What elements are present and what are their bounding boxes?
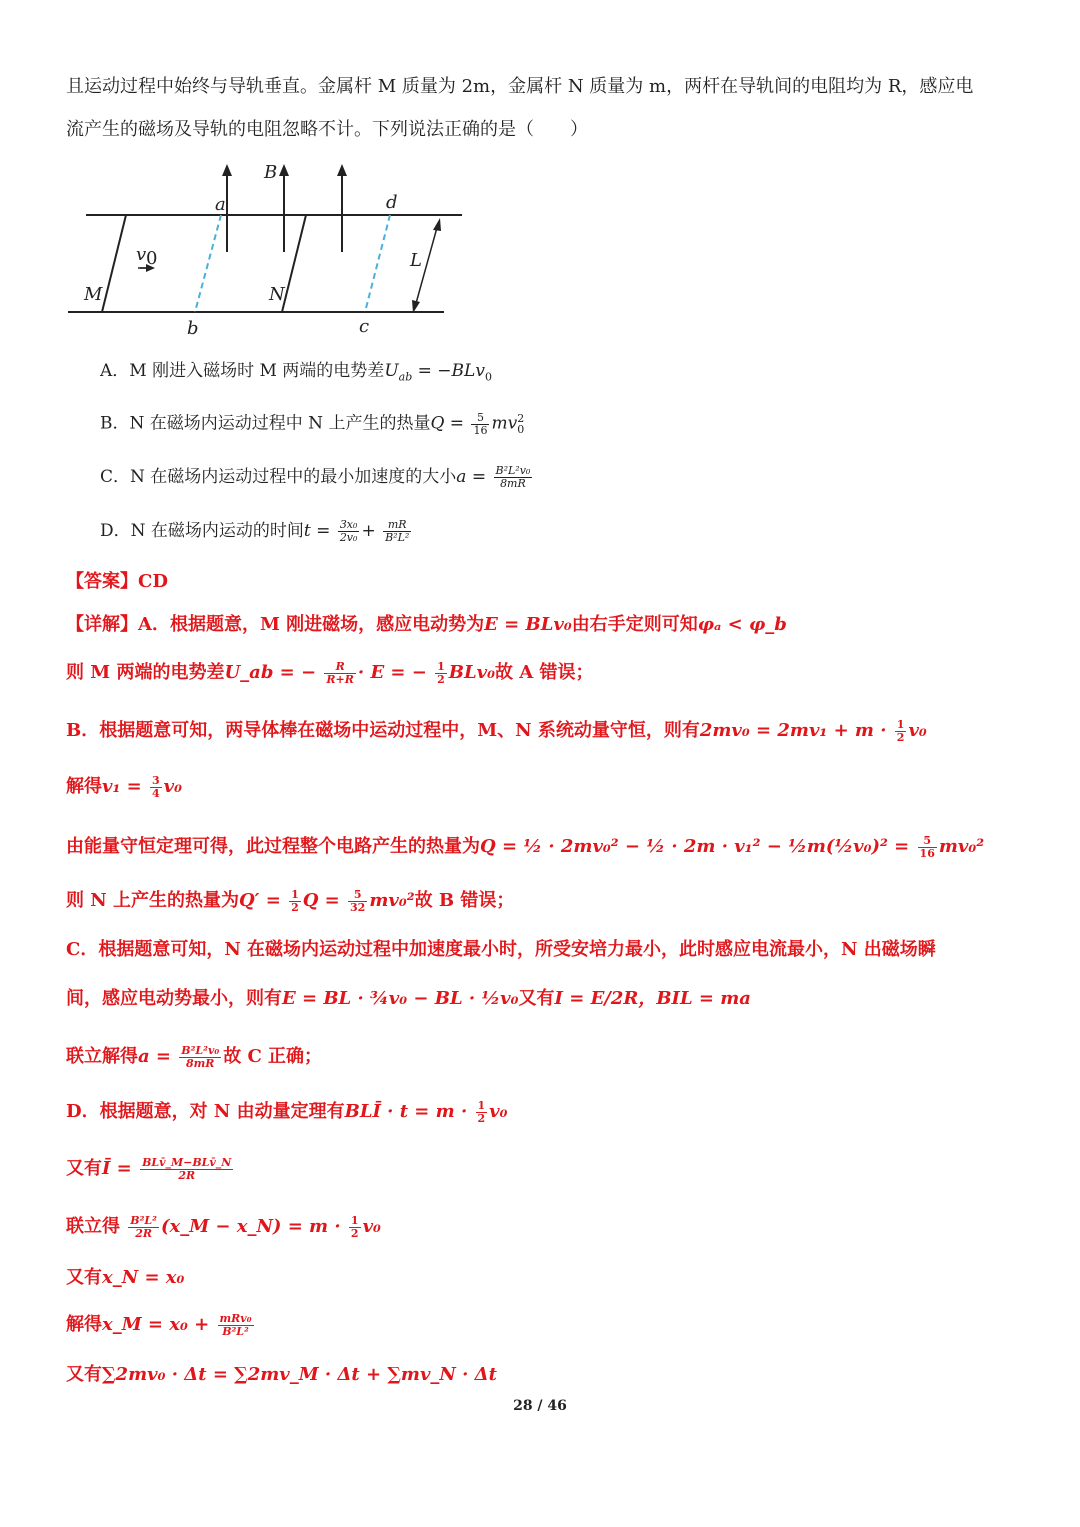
s4-num: 3 xyxy=(151,773,160,787)
s15-expr: ∑2mv₀ · Δt = ∑2mv_M · Δt + ∑mv_N · Δt xyxy=(102,1364,497,1385)
s12-num: B²L² xyxy=(130,1213,157,1227)
s1-text: 【详解】A．根据题意，M 刚进磁场，感应电动势为 xyxy=(66,614,485,635)
s3-den: 2 xyxy=(896,730,905,744)
s12-fraction-1 xyxy=(128,1215,159,1240)
s4-fraction xyxy=(150,775,162,800)
s9-tail: 故 C 正确； xyxy=(223,1046,323,1067)
s4-text: 解得 xyxy=(66,776,102,797)
solution-line-11 xyxy=(66,1156,235,1182)
s6-expr: mv₀² xyxy=(369,890,415,911)
answer-line xyxy=(66,569,168,595)
s2-den: R+R xyxy=(326,672,354,686)
rod-m xyxy=(102,215,126,312)
label-a: a xyxy=(215,194,226,215)
s4-lhs: v₁ = xyxy=(102,776,142,797)
label-v0-sub: 0 xyxy=(146,248,158,269)
s4-tail: v₀ xyxy=(163,776,182,797)
label-m: M xyxy=(84,284,103,305)
option-a-rest: = −BLv xyxy=(412,361,485,381)
s14-den: B²L² xyxy=(222,1324,249,1338)
page-number: 28 / 46 xyxy=(513,1398,567,1414)
s10-den: 2 xyxy=(477,1111,486,1125)
solution-line-10 xyxy=(66,1099,508,1125)
s10-tail: v₀ xyxy=(489,1101,508,1122)
s6-lhs: Q′ = xyxy=(239,890,281,911)
s14-text: 解得 xyxy=(66,1314,102,1335)
s8-expr2: I = E/2R，BIL = ma xyxy=(554,988,751,1009)
solution-line-3 xyxy=(66,718,927,744)
option-a-rest-sub: 0 xyxy=(484,370,492,384)
rail-magnetic-field-diagram xyxy=(60,150,480,350)
option-d xyxy=(100,518,413,544)
option-d-den1: 2v₀ xyxy=(339,531,358,544)
s14-num: mRv₀ xyxy=(219,1311,252,1325)
solution-line-5 xyxy=(66,834,984,860)
s12-num2: 1 xyxy=(350,1213,359,1227)
label-v0: v xyxy=(136,244,147,265)
s2-fraction-2 xyxy=(435,661,447,686)
s2-lhs: U_ab = − xyxy=(224,662,317,683)
s2-expr: BLv₀ xyxy=(448,662,496,683)
intro-line-1: 且运动过程中始终与导轨垂直。金属杆 M 质量为 2m，金属杆 N 质量为 m，两杆在导轨间的电阻均为 R，感应电 xyxy=(66,76,974,97)
solution-line-2 xyxy=(66,660,594,686)
s3-num: 1 xyxy=(896,717,905,731)
s9-num: B²L²v₀ xyxy=(181,1043,220,1057)
s1-expr2: φₐ < φ_b xyxy=(697,614,787,635)
s11-lhs: Ī = xyxy=(102,1158,132,1179)
option-d-num1: 3x₀ xyxy=(339,518,358,531)
option-c xyxy=(100,464,534,490)
option-b-text: B．N 在磁场内运动过程中 N 上产生的热量 xyxy=(100,413,431,434)
solution-line-14 xyxy=(66,1312,256,1338)
s12-den: 2R xyxy=(135,1226,153,1240)
option-b-den: 16 xyxy=(473,423,488,437)
solution-line-7: C．根据题意可知，N 在磁场内运动过程中加速度最小时，所受安培力最小，此时感应电流最小，N 出磁场瞬 xyxy=(66,939,936,960)
s2-mid: · E = − xyxy=(357,662,427,683)
s9-den: 8mR xyxy=(186,1056,215,1070)
s2-text: 则 M 两端的电势差 xyxy=(66,662,225,683)
s1-text2: 由右手定则可知 xyxy=(571,614,698,635)
s12-den2: 2 xyxy=(350,1226,359,1240)
label-d: d xyxy=(386,192,398,213)
s4-den: 4 xyxy=(151,786,160,800)
solution-line-9 xyxy=(66,1044,322,1070)
s3-fraction xyxy=(895,719,907,744)
option-d-text: D．N 在磁场内运动的时间 xyxy=(100,521,304,541)
option-b-tail: mv xyxy=(491,413,518,434)
option-b xyxy=(100,406,524,443)
s12-fraction-2 xyxy=(349,1215,361,1240)
option-d-fraction-1 xyxy=(338,519,360,544)
s10-expr: BLĪ · t = m · xyxy=(344,1101,468,1122)
option-d-plus: + xyxy=(361,521,376,541)
boundary-ab xyxy=(195,215,221,312)
s11-text: 又有 xyxy=(66,1158,102,1179)
s8-expr: E = BL · ¾v₀ − BL · ½v₀ xyxy=(282,988,519,1009)
s9-fraction xyxy=(179,1045,221,1070)
field-arrow-2 xyxy=(279,164,289,252)
option-a xyxy=(100,358,492,390)
label-b: b xyxy=(187,318,199,339)
option-d-fraction-2 xyxy=(383,519,411,544)
option-b-num: 5 xyxy=(471,412,489,425)
s6-tail: 故 B 错误； xyxy=(414,890,515,911)
rod-n xyxy=(282,215,306,312)
option-c-fraction xyxy=(494,465,533,490)
s2-num: R xyxy=(324,661,356,674)
s8-text2: 又有 xyxy=(518,988,555,1009)
answer-label: 【答案】 xyxy=(66,571,138,592)
s12-text: 联立得 xyxy=(66,1216,120,1237)
solution-line-6 xyxy=(66,888,514,914)
option-b-sup: 2 xyxy=(517,412,525,425)
s12-expr: (x_M − x_N) = m · xyxy=(160,1216,341,1237)
s6-num2: 5 xyxy=(348,889,367,902)
s5-den: 16 xyxy=(919,846,935,860)
s6-text: 则 N 上产生的热量为 xyxy=(66,890,239,911)
option-b-sub: 0 xyxy=(517,423,525,437)
s5-text: 由能量守恒定理可得，此过程整个电路产生的热量为 xyxy=(66,836,480,857)
option-b-fraction xyxy=(471,412,489,437)
s11-den: 2R xyxy=(178,1168,196,1182)
label-b-field: B xyxy=(264,162,278,183)
s11-fraction xyxy=(140,1157,233,1182)
s3-text: B．根据题意可知，两导体棒在磁场中运动过程中，M、N 系统动量守恒，则有 xyxy=(66,720,700,741)
s10-text: D．根据题意，对 N 由动量定理有 xyxy=(66,1101,345,1122)
s6-den: 2 xyxy=(291,900,299,914)
option-a-sub: ab xyxy=(398,370,413,384)
option-c-num: B²L²v₀ xyxy=(495,464,531,477)
option-a-symbol: U xyxy=(384,361,399,381)
s6-mid: Q = xyxy=(302,890,340,911)
s2-fraction-1 xyxy=(324,661,356,686)
s13-expr: x_N = x₀ xyxy=(102,1267,185,1288)
s8-text: 间，感应电动势最小，则有 xyxy=(66,988,282,1009)
option-b-lhs: Q = xyxy=(430,413,465,434)
s3-expr: 2mv₀ = 2mv₁ + m · xyxy=(699,720,887,741)
solution-line-13 xyxy=(66,1265,184,1291)
label-c: c xyxy=(359,316,370,337)
s14-fraction xyxy=(218,1313,254,1338)
solution-line-15 xyxy=(66,1362,497,1388)
s5-num: 5 xyxy=(918,835,937,848)
s3-tail: v₀ xyxy=(908,720,927,741)
option-c-den: 8mR xyxy=(500,477,526,490)
s13-text: 又有 xyxy=(66,1267,102,1288)
s10-fraction xyxy=(476,1100,488,1125)
label-l: L xyxy=(410,250,422,271)
s2-den2: 2 xyxy=(437,672,445,686)
s2-tail: 故 A 错误； xyxy=(495,662,594,683)
s11-num: BLv̄_M−BLv̄_N xyxy=(142,1155,232,1169)
field-arrow-3 xyxy=(337,164,347,252)
s14-lhs: x_M = x₀ + xyxy=(102,1314,210,1335)
s5-expr: Q = ½ · 2mv₀² − ½ · 2m · v₁² − ½m(½v₀)² = xyxy=(480,836,916,857)
label-n: N xyxy=(269,284,285,305)
s6-fraction-1 xyxy=(289,889,301,914)
s6-fraction-2 xyxy=(348,889,367,914)
s2-num2: 1 xyxy=(437,659,445,673)
option-d-den2: B²L² xyxy=(385,531,410,544)
s15-text: 又有 xyxy=(66,1364,102,1385)
option-c-text: C．N 在磁场内运动过程中的最小加速度的大小 xyxy=(100,467,457,487)
option-c-lhs: a = xyxy=(456,467,487,487)
option-a-text: A．M 刚进入磁场时 M 两端的电势差 xyxy=(100,361,385,381)
s5-tail: mv₀² xyxy=(938,836,985,857)
s9-lhs: a = xyxy=(138,1046,172,1067)
s10-num: 1 xyxy=(477,1098,486,1112)
s12-tail: v₀ xyxy=(362,1216,381,1237)
s5-fraction xyxy=(918,835,937,860)
answer-value: CD xyxy=(138,571,168,592)
boundary-cd xyxy=(365,215,390,312)
s6-den2: 32 xyxy=(350,900,366,914)
s1-expr: E = BLv₀ xyxy=(484,614,572,635)
solution-line-1 xyxy=(66,612,787,638)
option-d-num2: mR xyxy=(383,519,411,532)
s6-num: 1 xyxy=(291,887,299,901)
solution-line-4 xyxy=(66,774,182,800)
solution-line-8 xyxy=(66,986,751,1012)
option-d-lhs: t = xyxy=(303,521,331,541)
s9-text: 联立解得 xyxy=(66,1046,138,1067)
solution-line-12 xyxy=(66,1214,381,1240)
intro-line-2: 流产生的磁场及导轨的电阻忽略不计。下列说法正确的是（ ） xyxy=(66,119,588,140)
